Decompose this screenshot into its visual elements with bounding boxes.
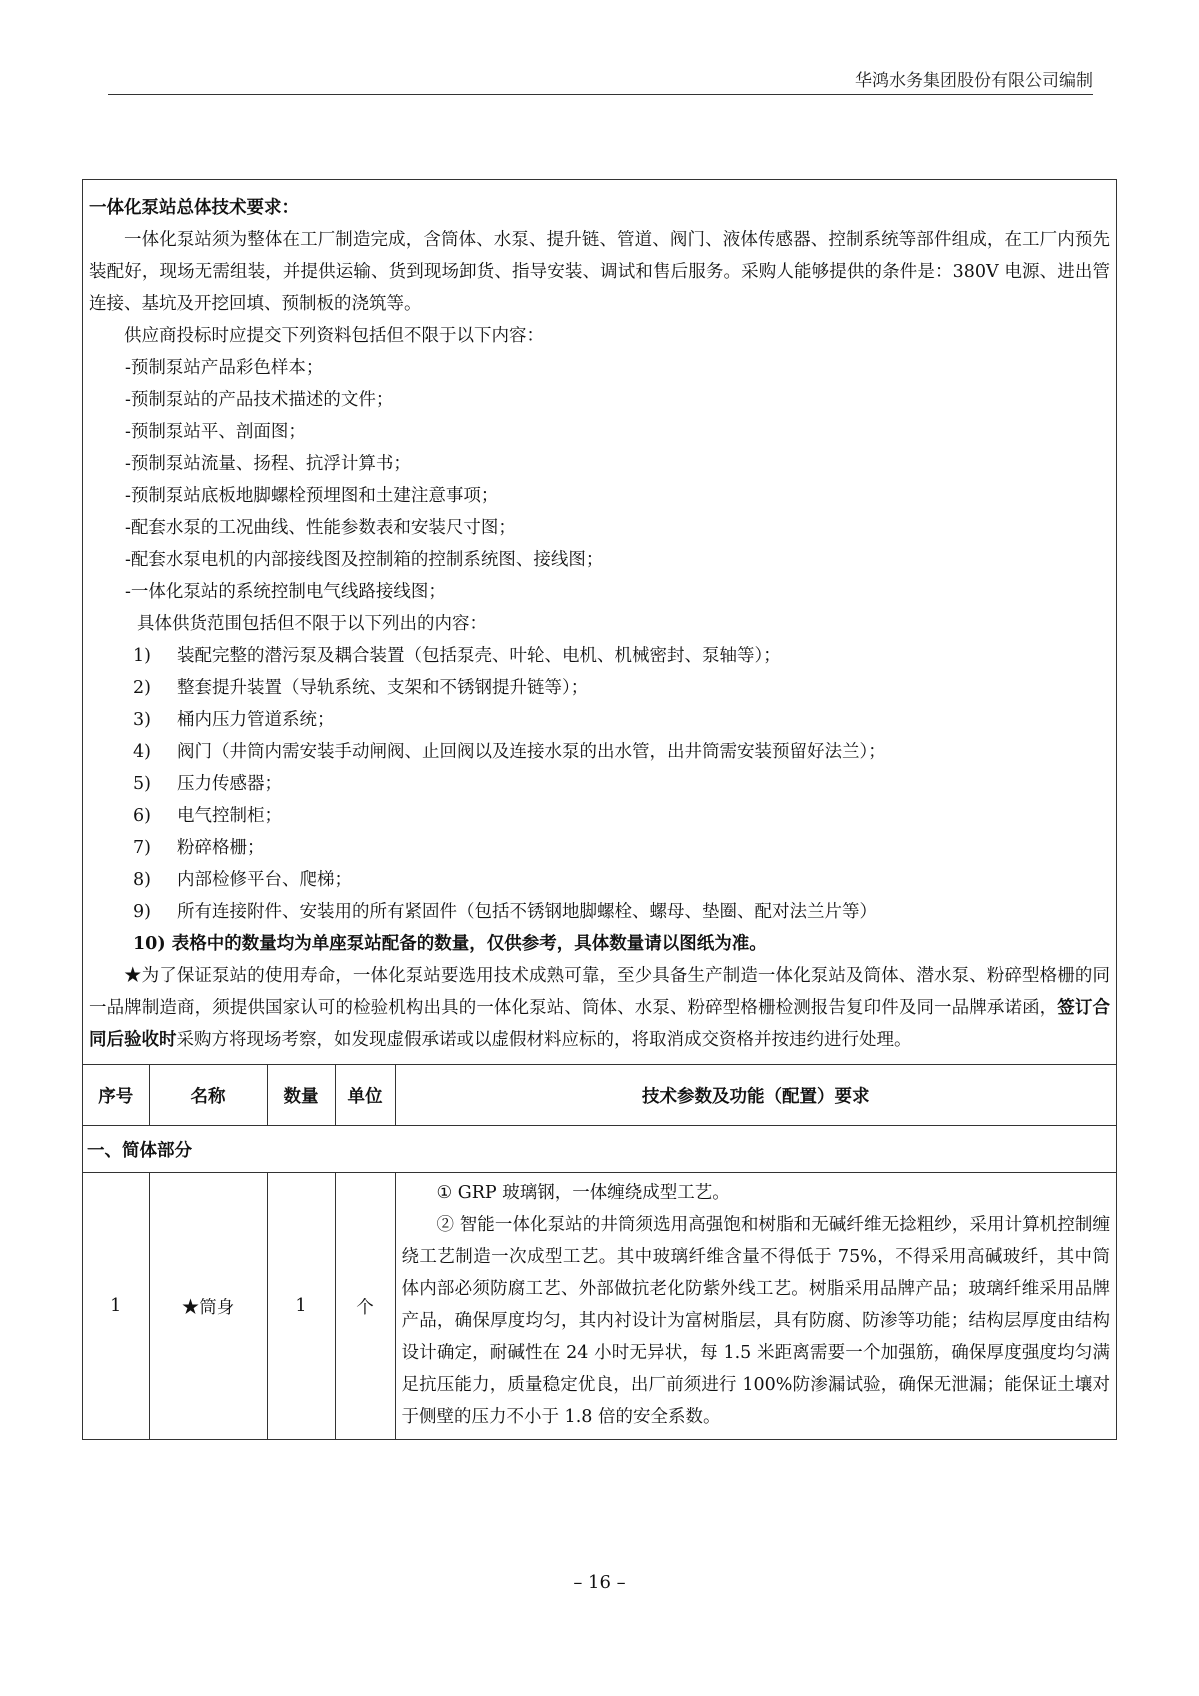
submit-item: -预制泵站平、剖面图； (125, 422, 306, 442)
col-header-qty: 数量 (267, 1065, 335, 1126)
scope-intro: 具体供货范围包括但不限于以下列出的内容： (137, 614, 487, 634)
star-note: ★为了保证泵站的使用寿命，一体化泵站要选用技术成熟可靠，至少具备生产制造一体化泵站及筒体、潜水泵、粉碎型格栅的同一品牌制造商，须提供国家认可的检验机构出具的一体化泵站、筒体、水泵、粉碎型格栅检测报告复印件及同一品牌承诺函，签订合同后验收时采购方将现场考察，如发现虚假承诺或以虚假材料应标的，将取消成交资格并按违约进行处理。 (89, 966, 1111, 1050)
scope-item: 8) 内部检修平台、爬梯； (133, 870, 352, 890)
spec-point-1: ① GRP 玻璃钢，一体缠绕成型工艺。 (436, 1183, 730, 1203)
scope-item: 4) 阀门（井筒内需安装手动闸阀、止回阀以及连接水泵的出水管，出井筒需安装预留好法兰）； (133, 742, 886, 762)
cell-unit: 个 (335, 1173, 395, 1440)
requirements-title: 一体化泵站总体技术要求： (89, 198, 299, 218)
scope-item: 6) 电气控制柜； (133, 806, 282, 826)
item-10-note: 10) 表格中的数量均为单座泵站配备的数量，仅供参考，具体数量请以图纸为准。 (133, 934, 767, 954)
section-title: 一、简体部分 (83, 1126, 1116, 1173)
scope-item: 3) 桶内压力管道系统； (133, 710, 335, 730)
page-number: – 16 – (573, 1572, 626, 1593)
technical-sheet (82, 179, 1117, 1440)
submit-item: -预制泵站产品彩色样本； (125, 358, 324, 378)
table-row (83, 1173, 1116, 1440)
section-row (83, 1126, 1116, 1173)
cell-qty: 1 (267, 1173, 335, 1440)
submit-item: -配套水泵的工况曲线、性能参数表和安装尺寸图； (125, 518, 516, 538)
submit-list (89, 352, 1110, 608)
cell-no: 1 (83, 1173, 149, 1440)
cell-name: ★筒身 (149, 1173, 267, 1440)
cell-spec (395, 1173, 1116, 1440)
star-note-bold: 签订合同后验收时 (89, 998, 1111, 1050)
requirements-intro: 一体化泵站须为整体在工厂制造完成，含筒体、水泵、提升链、管道、阀门、液体传感器、控制系统等部件组成，在工厂内预先装配好，现场无需组装，并提供运输、货到现场卸货、指导安装、调试和售后服务。采购人能够提供的条件是：380V 电源、进出管连接、基坑及开挖回填、预制板的浇筑等。 (89, 230, 1110, 314)
col-header-no: 序号 (83, 1065, 149, 1126)
header-rule (108, 94, 1093, 95)
submit-intro: 供应商投标时应提交下列资料包括但不限于以下内容： (124, 326, 544, 346)
header-company: 华鸿水务集团股份有限公司编制 (855, 71, 1093, 91)
requirements-block (83, 180, 1116, 1065)
col-header-spec: 技术参数及功能（配置）要求 (395, 1065, 1116, 1126)
scope-item: 5) 压力传感器； (133, 774, 282, 794)
col-header-name: 名称 (149, 1065, 267, 1126)
spec-point-2: ② 智能一体化泵站的井筒须选用高强饱和树脂和无碱纤维无捻粗纱，采用计算机控制缠绕工艺制造一次成型工艺。其中玻璃纤维含量不得低于 75%，不得采用高碱玻纤，其中筒体内部必须防腐工艺、外部做抗老化防紫外线工艺。树脂采用品牌产品；玻璃纤维采用品牌产品，确保厚度均匀，其内衬设计为富树脂层，具有防腐、防渗等功能；结构层厚度由结构设计确定，耐碱性在 24 小时无异状，每 1.5 米距离需要一个加强筋，确保厚度强度均匀满足抗压能力，质量稳定优良，出厂前须进行 100%防渗漏试验，确保无泄漏；能保证土壤对于侧壁的压力不小于 1.8 倍的安全系数。 (401, 1215, 1110, 1427)
spec-table (83, 1065, 1116, 1439)
scope-item: 9) 所有连接附件、安装用的所有紧固件（包括不锈钢地脚螺栓、螺母、垫圈、配对法兰片等） (133, 902, 877, 922)
submit-item: -一体化泵站的系统控制电气线路接线图； (125, 582, 446, 602)
table-header-row (83, 1065, 1116, 1126)
submit-item: -预制泵站的产品技术描述的文件； (125, 390, 394, 410)
submit-item: -预制泵站底板地脚螺栓预埋图和土建注意事项； (125, 486, 499, 506)
submit-item: -预制泵站流量、扬程、抗浮计算书； (125, 454, 411, 474)
scope-list (89, 640, 1110, 928)
scope-item: 7) 粉碎格栅； (133, 838, 265, 858)
scope-item: 1) 装配完整的潜污泵及耦合装置（包括泵壳、叶轮、电机、机械密封、泵轴等）； (133, 646, 781, 666)
scope-item: 2) 整套提升装置（导轨系统、支架和不锈钢提升链等）； (133, 678, 589, 698)
submit-item: -配套水泵电机的内部接线图及控制箱的控制系统图、接线图； (125, 550, 604, 570)
col-header-unit: 单位 (335, 1065, 395, 1126)
